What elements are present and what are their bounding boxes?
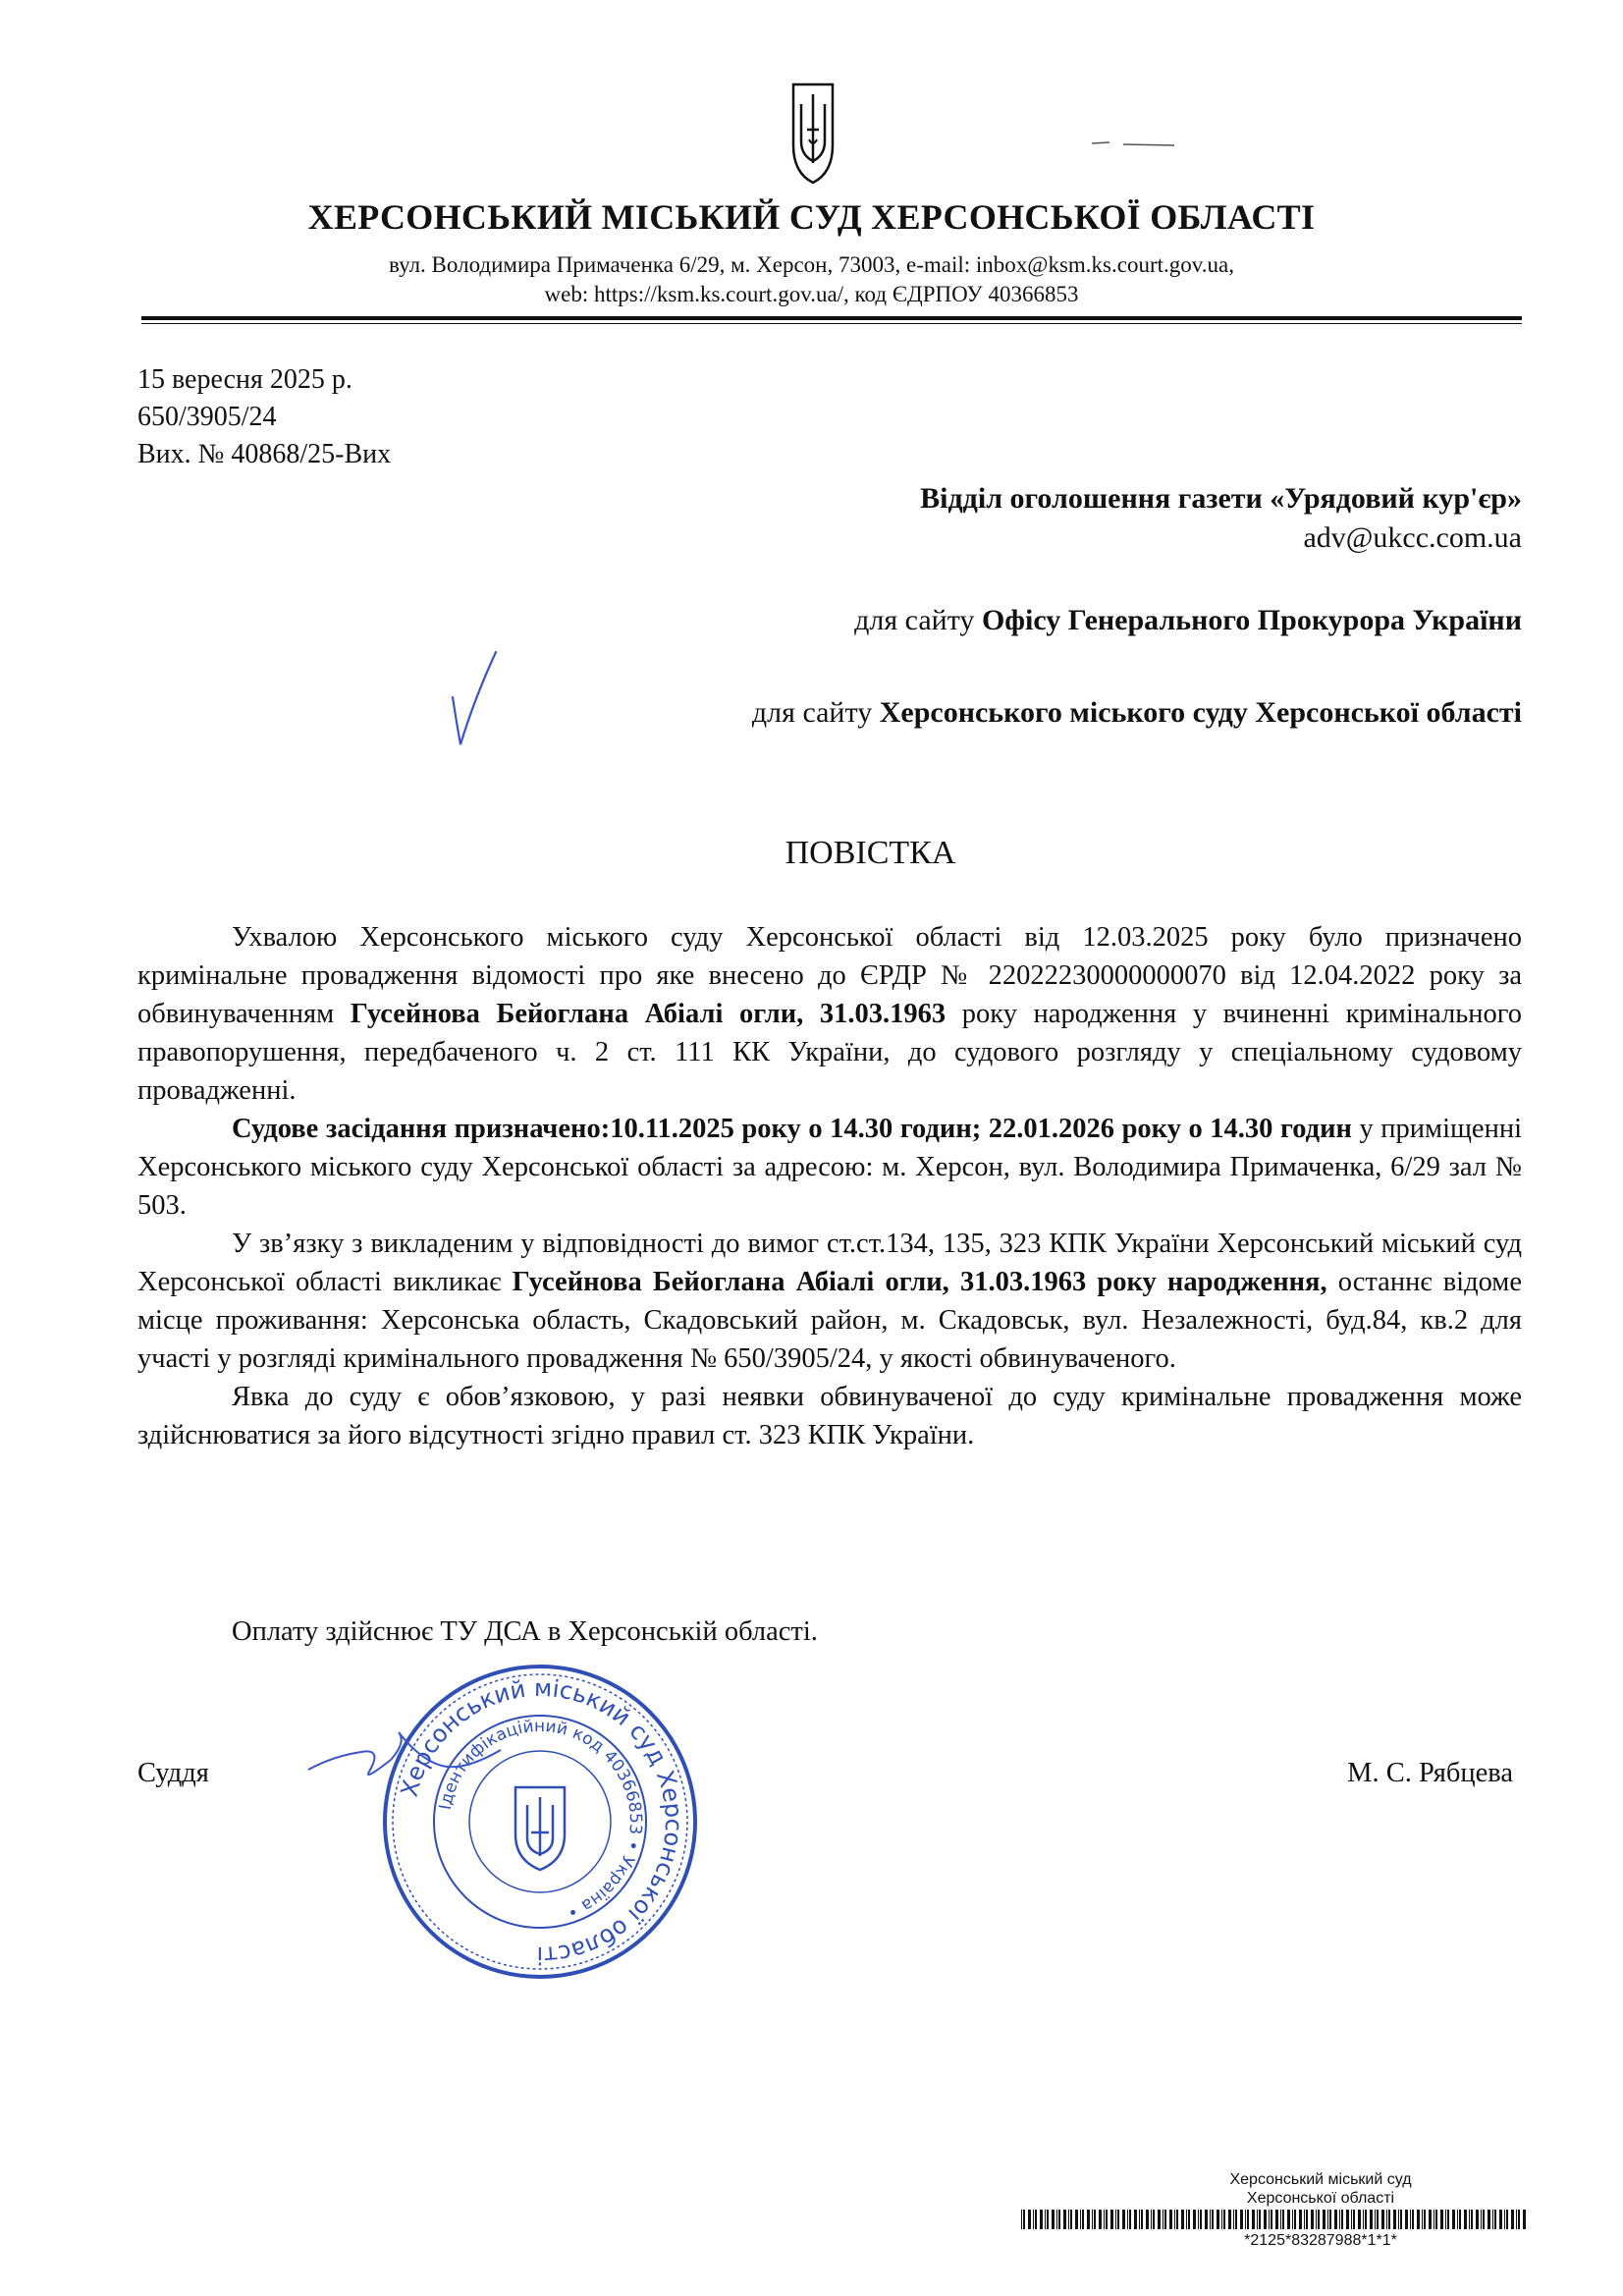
barcode-bar [1523, 2210, 1526, 2229]
barcode-bar [1099, 2210, 1102, 2229]
barcode-bar [1429, 2210, 1432, 2229]
barcode-bar [1488, 2210, 1490, 2229]
barcode-bar [1158, 2210, 1161, 2229]
barcode-bar [1459, 2210, 1461, 2229]
recipient-newspaper-name: Відділ оголошення газети «Урядовий кур'єр» [920, 482, 1522, 515]
recipient-prosecutor-name: Офісу Генерального Прокурора України [981, 604, 1522, 636]
p2-text-b: у приміщенні Херсонського міського суду Херсонської області за адресою: м. Херсон, вул. Володимира Примаченка, 6/29 зал № 503. [137, 1114, 1523, 1221]
barcode-bar [1346, 2210, 1349, 2229]
barcode-bar [1188, 2210, 1190, 2229]
stamp-outer-text: Херсонський міський суд Херсонської області [395, 1673, 688, 1970]
barcode-bar [1200, 2210, 1202, 2229]
barcode-bar [1504, 2210, 1505, 2229]
barcode-bar [1422, 2210, 1423, 2229]
barcode-bar [1516, 2210, 1517, 2229]
barcode-bar [1186, 2210, 1187, 2229]
barcode-bar [1410, 2210, 1411, 2229]
barcode-bar [1257, 2210, 1258, 2229]
barcode-bar [1464, 2210, 1467, 2229]
barcode-bar [1358, 2210, 1361, 2229]
barcode-bar [1040, 2210, 1043, 2229]
outgoing-number: Вих. № 40868/25-Вих [137, 439, 392, 469]
barcode-bar [1221, 2210, 1222, 2229]
barcode-bar [1045, 2210, 1046, 2229]
barcode-bar [1483, 2210, 1485, 2229]
barcode-bar [1240, 2210, 1243, 2229]
stamp-inner-text: Ідентифікаційний код 40366853 • Україна • [435, 1716, 646, 1923]
barcode-bar [1028, 2210, 1031, 2229]
judge-signature [304, 1721, 511, 1789]
barcode-bar [1318, 2210, 1320, 2229]
recipient-court-site [752, 693, 1522, 733]
barcode-bar [1223, 2210, 1225, 2229]
barcode-bar [1233, 2210, 1234, 2229]
barcode-bar [1282, 2210, 1284, 2229]
barcode-bar [1193, 2210, 1196, 2229]
barcode-bar [1259, 2210, 1261, 2229]
recipient-newspaper [920, 479, 1522, 558]
barcode-bar [1306, 2210, 1308, 2229]
barcode-bar [1106, 2210, 1108, 2229]
barcode-bar [1117, 2210, 1119, 2229]
barcode-bar [1492, 2210, 1493, 2229]
barcode-bar [1476, 2210, 1479, 2229]
document-title: ПОВІСТКА [784, 835, 956, 871]
barcode-bar [1377, 2210, 1379, 2229]
trident-emblem-icon [789, 77, 837, 187]
barcode-bar [1021, 2210, 1022, 2229]
barcode-bar [1469, 2210, 1470, 2229]
barcode-bar [1056, 2210, 1057, 2229]
barcode-bar [1176, 2210, 1178, 2229]
barcode-bar [1127, 2210, 1128, 2229]
address-line-2: web: https://ksm.ks.court.gov.ua/, код ЄДРПОУ 40366853 [544, 282, 1079, 306]
barcode-bar [1323, 2210, 1325, 2229]
barcode-bar [1087, 2210, 1090, 2229]
court-address [0, 250, 1623, 309]
barcode-bar [1033, 2210, 1034, 2229]
barcode-bar [1287, 2210, 1290, 2229]
barcode-bar [1511, 2210, 1514, 2229]
scan-mark [1090, 137, 1178, 149]
p3-text-c: останнє відоме місце проживання: Херсонська область, Скадовський район, м. Скадовськ, вул. Незалежності, буд.84, кв.2 для участі у розгляді кримінального провадження № 650/3905/24, у якості обвинуваченого. [137, 1267, 1522, 1374]
paragraph-2 [137, 1110, 1522, 1225]
barcode-bar [1292, 2210, 1293, 2229]
barcode-bar [1388, 2210, 1390, 2229]
barcode-bar [1205, 2210, 1208, 2229]
payment-note: Оплату здійснює ТУ ДСА в Херсонській області. [232, 1616, 818, 1647]
p1-text-a: Ухвалою Херсонського міського суду Херсонської області від 12.03.2025 року було призначено кримінальне провадження відомості про яке внесено до ЄРДР № 22022230000000070 від 12.04.2022 року за обвинуваченням [137, 922, 1522, 1029]
header-divider [141, 316, 1522, 320]
barcode-bar [1035, 2210, 1037, 2229]
recipient-court-site-prefix: для сайту [751, 696, 880, 729]
paragraph-3 [137, 1225, 1522, 1378]
barcode-bar [1092, 2210, 1093, 2229]
barcode-bar [1400, 2210, 1402, 2229]
barcode-bar [1280, 2210, 1281, 2229]
barcode-bar [1212, 2210, 1214, 2229]
barcode-bar [1070, 2210, 1072, 2229]
barcode-bar [1334, 2210, 1337, 2229]
recipient-court-site-name: Херсонського міського суду Херсонської області [879, 696, 1522, 729]
judge-role: Суддя [137, 1758, 209, 1788]
barcode-bar [1104, 2210, 1105, 2229]
barcode-bar [1164, 2210, 1166, 2229]
summons-body [137, 918, 1522, 1454]
recipient-prosecutor [854, 601, 1522, 640]
barcode-bar [1518, 2210, 1520, 2229]
barcode-bar [1146, 2210, 1149, 2229]
footer-court [1159, 2170, 1483, 2208]
barcode-bar [1210, 2210, 1211, 2229]
barcode-bar [1351, 2210, 1352, 2229]
barcode-bar [1339, 2210, 1340, 2229]
barcode-bar [1082, 2210, 1084, 2229]
barcode-bar [1405, 2210, 1408, 2229]
barcode-bar [1252, 2210, 1255, 2229]
barcode-bar [1058, 2210, 1060, 2229]
barcode-bar [1499, 2210, 1502, 2229]
barcode-bar [1122, 2210, 1125, 2229]
barcode-bar [1363, 2210, 1364, 2229]
court-seal-stamp [378, 1660, 702, 1984]
barcode-bar [1134, 2210, 1137, 2229]
barcode-bar [1023, 2210, 1025, 2229]
barcode-bar [1329, 2210, 1331, 2229]
barcode-bar [1141, 2210, 1143, 2229]
barcode-bar [1412, 2210, 1414, 2229]
barcode-bar [1271, 2210, 1272, 2229]
barcode-bar [1424, 2210, 1426, 2229]
footer-court-line-1: Херсонський міський суд [1229, 2171, 1412, 2188]
recipient-newspaper-email: adv@ukcc.com.ua [1303, 521, 1522, 554]
barcode-bar [1417, 2210, 1420, 2229]
document-date: 15 вересня 2025 р. [137, 364, 352, 395]
paragraph-1 [137, 918, 1522, 1110]
barcode-bar [1235, 2210, 1237, 2229]
barcode-bar [1294, 2210, 1296, 2229]
barcode-bar [1452, 2210, 1455, 2229]
barcode-bar [1457, 2210, 1458, 2229]
barcode-bar [1129, 2210, 1131, 2229]
barcode-bar [1506, 2210, 1508, 2229]
document-meta [137, 361, 391, 473]
barcode-bar [1386, 2210, 1387, 2229]
barcode-bar [1181, 2210, 1184, 2229]
barcode-bar [1153, 2210, 1155, 2229]
barcode-bar [1094, 2210, 1096, 2229]
p3-accused-name: Гусейнова Бейоглана Абіалі огли, 31.03.1963 року народження, [512, 1267, 1327, 1297]
stamp-emblem-icon [515, 1787, 565, 1870]
barcode-bar [1217, 2210, 1219, 2229]
footer-court-line-2: Херсонської області [1246, 2190, 1395, 2207]
barcode-bar [1341, 2210, 1343, 2229]
barcode-bar [1435, 2210, 1437, 2229]
barcode-text: *2125*83287988*1*1* [1244, 2232, 1397, 2249]
barcode-bar [1471, 2210, 1473, 2229]
barcode-bar [1174, 2210, 1175, 2229]
barcode-bar [1052, 2210, 1055, 2229]
barcode-bar [1075, 2210, 1078, 2229]
barcode-bar [1080, 2210, 1081, 2229]
barcode-bar [1494, 2210, 1496, 2229]
recipient-prosecutor-prefix: для сайту [854, 604, 982, 636]
barcode-bar [1299, 2210, 1302, 2229]
barcode-bar [1327, 2210, 1328, 2229]
paragraph-4: Явка до суду є обов’язковою, у разі неявки обвинуваченої до суду кримінальне провадження може здійснюватися за його відсутності згідно правил ст. 323 КПК України. [137, 1382, 1522, 1450]
barcode-bar [1245, 2210, 1246, 2229]
barcode-bar [1375, 2210, 1376, 2229]
barcode-bar [1228, 2210, 1231, 2229]
barcode-bar [1169, 2210, 1172, 2229]
barcode-bar [1115, 2210, 1116, 2229]
barcode [1021, 2210, 1532, 2229]
p1-text-c: року народження у вчиненні кримінального правопорушення, передбаченого ч. 2 ст. 111 КК України, до судового розгляду у спеціальному судовому провадженні. [137, 999, 1522, 1106]
barcode-bar [1110, 2210, 1113, 2229]
p2-hearing-dates: Судове засідання призначено:10.11.2025 року о 14.30 годин; 22.01.2026 року о 14.30 годин [232, 1114, 1352, 1144]
barcode-bar [1264, 2210, 1267, 2229]
barcode-bar [1047, 2210, 1049, 2229]
barcode-bar [1393, 2210, 1396, 2229]
barcode-bar [1353, 2210, 1355, 2229]
barcode-bar [1198, 2210, 1199, 2229]
barcode-bar [1275, 2210, 1278, 2229]
barcode-bar [1381, 2210, 1384, 2229]
address-line-1: вул. Володимира Примаченка 6/29, м. Херсон, 73003, e-mail: inbox@ksm.ks.court.gov.ua, [389, 252, 1234, 277]
barcode-bar [1247, 2210, 1249, 2229]
handwritten-check-icon [447, 646, 506, 754]
barcode-bar [1311, 2210, 1314, 2229]
judge-name: М. С. Рябцева [1347, 1758, 1513, 1788]
barcode-bar [1304, 2210, 1305, 2229]
barcode-bar [1481, 2210, 1482, 2229]
barcode-bar [1445, 2210, 1446, 2229]
barcode-bar [1447, 2210, 1449, 2229]
barcode-bar [1151, 2210, 1152, 2229]
p1-accused-name: Гусейнова Бейоглана Абіалі огли, 31.03.1963 [350, 999, 947, 1029]
barcode-bar [1316, 2210, 1317, 2229]
court-name: ХЕРСОНСЬКИЙ МІСЬКИЙ СУД ХЕРСОНСЬКОЇ ОБЛАСТІ [307, 197, 1316, 237]
barcode-bar [1139, 2210, 1140, 2229]
barcode-bar [1063, 2210, 1066, 2229]
p3-text-a: У зв’язку з викладеним у відповідності до вимог ст.ст.134, 135, 323 КПК України Херсонський міський суд Херсонської області викликає [137, 1229, 1522, 1297]
barcode-bar [1269, 2210, 1270, 2229]
barcode-bar [1440, 2210, 1443, 2229]
barcode-bar [1068, 2210, 1069, 2229]
barcode-bar [1398, 2210, 1399, 2229]
barcode-bar [1365, 2210, 1367, 2229]
barcode-bar [1370, 2210, 1373, 2229]
case-number: 650/3905/24 [137, 402, 277, 432]
header-divider-thin [141, 323, 1522, 324]
